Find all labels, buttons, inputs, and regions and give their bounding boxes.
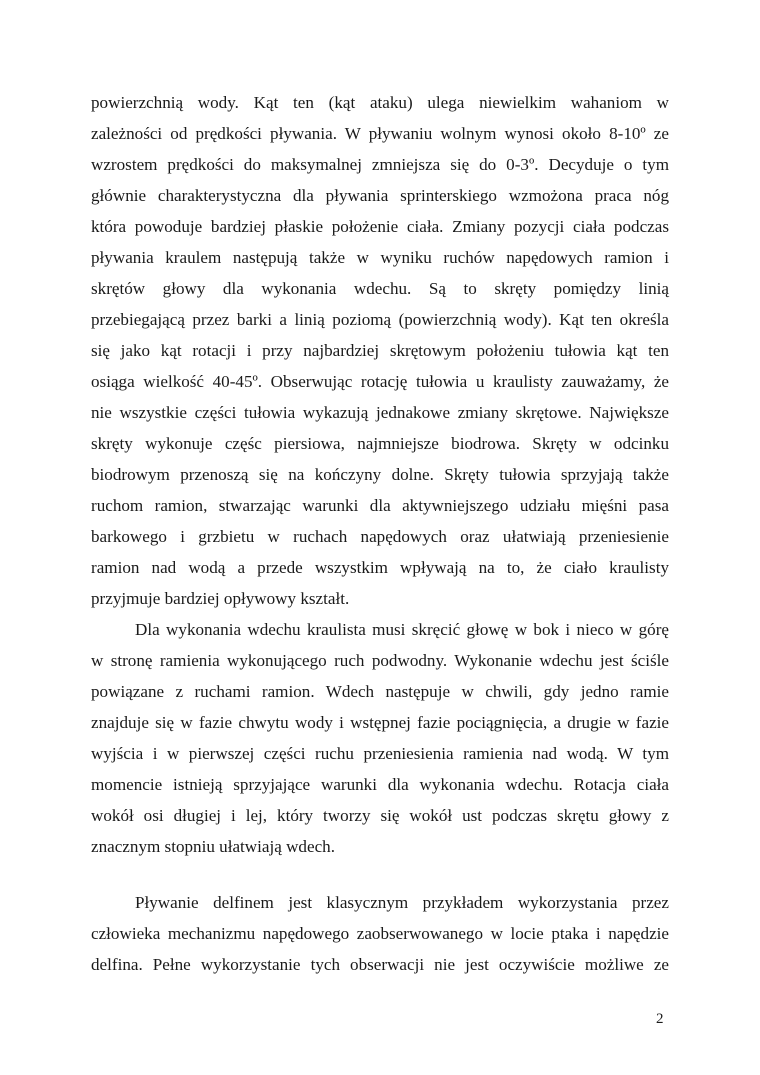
text-line: się jako kąt rotacji i przy najbardziej skrętowym położeniu tułowia kąt ten xyxy=(91,341,669,360)
text-line: człowieka mechanizmu napędowego zaobserwowanego w locie ptaka i napędzie xyxy=(91,924,669,943)
text-line: zależności od prędkości pływania. W pływaniu wolnym wynosi około 8-10º ze xyxy=(91,124,669,143)
text-line: momencie istnieją sprzyjające warunki dla wykonania wdechu. Rotacja ciała xyxy=(91,775,669,794)
text-line: powiązane z ruchami ramion. Wdech następuje w chwili, gdy jedno ramie xyxy=(91,682,669,701)
text-line: barkowego i grzbietu w ruchach napędowych oraz ułatwiają przeniesienie xyxy=(91,527,669,546)
text-line: skrętów głowy dla wykonania wdechu. Są to skręty pomiędzy linią xyxy=(91,279,669,298)
text-line: ramion nad wodą a przede wszystkim wpływają na to, że ciało kraulisty xyxy=(91,558,669,577)
text-line: Dla wykonania wdechu kraulista musi skręcić głowę w bok i nieco w górę xyxy=(135,620,669,639)
text-line: przyjmuje bardziej opływowy kształt. xyxy=(91,589,350,608)
text-line: biodrowym przenoszą się na kończyny dolne. Skręty tułowia sprzyjają także xyxy=(91,465,669,484)
text-line: wzrostem prędkości do maksymalnej zmniejsza się do 0-3º. Decyduje o tym xyxy=(91,155,669,174)
text-line: przebiegającą przez barki a linią poziomą (powierzchnią wody). Kąt ten określa xyxy=(91,310,669,329)
text-line: znacznym stopniu ułatwiają wdech. xyxy=(91,837,335,856)
paragraph-kraul-body-position xyxy=(91,87,669,614)
text-line: Pływanie delfinem jest klasycznym przykładem wykorzystania przez xyxy=(135,893,669,912)
text-line: głównie charakterystyczna dla pływania sprinterskiego wzmożona praca nóg xyxy=(91,186,669,205)
text-line: nie wszystkie części tułowia wykazują jednakowe zmiany skrętowe. Największe xyxy=(91,403,669,422)
paragraph-breathing xyxy=(91,614,669,862)
text-line: wokół osi długiej i lej, który tworzy się wokół ust podczas skrętu głowy z xyxy=(91,806,669,825)
text-line: skręty wykonuje częśc piersiowa, najmniejsze biodrowa. Skręty w odcinku xyxy=(91,434,669,453)
text-line: wyjścia i w pierwszej części ruchu przeniesienia ramienia nad wodą. W tym xyxy=(91,744,669,763)
text-line: delfina. Pełne wykorzystanie tych obserwacji nie jest oczywiście możliwe ze xyxy=(91,955,669,974)
text-line: ruchom ramion, stwarzając warunki dla aktywniejszego udziału mięśni pasa xyxy=(91,496,669,515)
paragraph-butterfly xyxy=(91,887,669,980)
text-line: w stronę ramienia wykonującego ruch podwodny. Wykonanie wdechu jest ściśle xyxy=(91,651,669,670)
page-number: 2 xyxy=(656,1011,664,1027)
text-line: powierzchnią wody. Kąt ten (kąt ataku) ulega niewielkim wahaniom w xyxy=(91,93,669,112)
text-line: znajduje się w fazie chwytu wody i wstępnej fazie pociągnięcia, a drugie w fazie xyxy=(91,713,669,732)
text-line: która powoduje bardziej płaskie położenie ciała. Zmiany pozycji ciała podczas xyxy=(91,217,669,236)
text-line: osiąga wielkość 40-45º. Obserwując rotację tułowia u kraulisty zauważamy, że xyxy=(91,372,669,391)
text-line: pływania kraulem następują także w wyniku ruchów napędowych ramion i xyxy=(91,248,669,267)
